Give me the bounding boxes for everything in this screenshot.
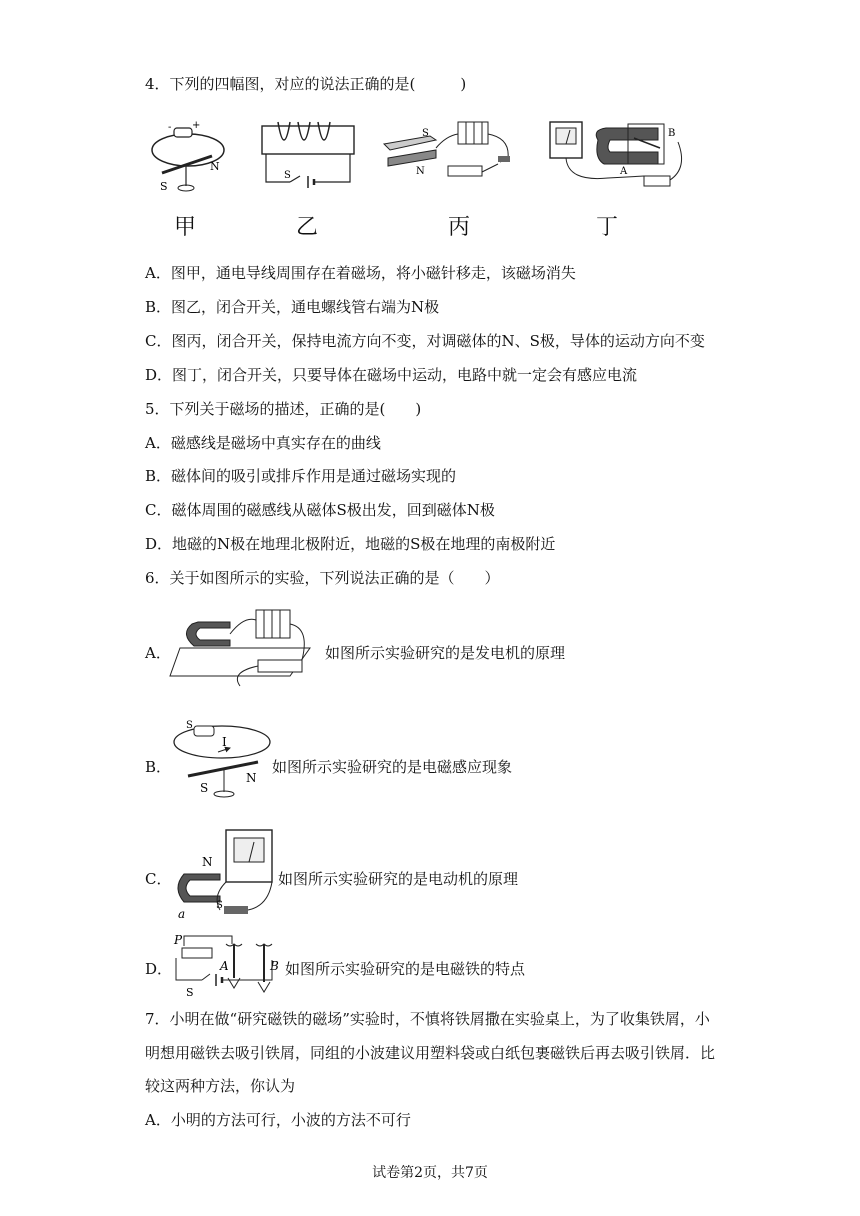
q6-option-d-letter: D．	[145, 960, 173, 978]
fig-label-jia: 甲	[174, 215, 197, 240]
q6-option-b-letter: B．	[145, 758, 172, 776]
q6-option-a-figure	[170, 606, 320, 688]
svg-text:S: S	[200, 781, 209, 795]
svg-text:-: -	[168, 122, 172, 133]
q7-stem-line-2: 明想用磁铁去吸引铁屑，同组的小波建议用塑料袋或白纸包裹磁铁后再去吸引铁屑．比	[145, 1044, 716, 1062]
q6-option-a-letter: A．	[145, 644, 171, 662]
svg-text:S: S	[186, 986, 194, 999]
q5-stem: 5．下列关于磁场的描述，正确的是( )	[145, 400, 422, 418]
q4-stem: 4．下列的四幅图，对应的说法正确的是( )	[145, 75, 467, 93]
figure-yi	[260, 118, 360, 198]
svg-text:A: A	[620, 166, 628, 177]
q5-option-b: B．磁体间的吸引或排斥作用是通过磁场实现的	[145, 467, 457, 485]
q6-option-c-letter: C．	[145, 870, 172, 888]
q6-option-a-text: 如图所示实验研究的是发电机的原理	[325, 644, 566, 662]
q4-figures	[148, 118, 708, 240]
svg-text:N: N	[210, 160, 220, 173]
svg-text:S: S	[186, 720, 193, 731]
svg-text:I: I	[222, 735, 227, 749]
svg-text:N: N	[202, 855, 213, 869]
svg-text:a: a	[178, 907, 186, 921]
q6-option-b-text: 如图所示实验研究的是电磁感应现象	[272, 758, 513, 776]
q4-option-a: A．图甲，通电导线周围存在着磁场，将小磁针移走，该磁场消失	[145, 264, 576, 282]
q5-option-a: A．磁感线是磁场中真实存在的曲线	[145, 434, 381, 452]
page-footer: 试卷第2页，共7页	[372, 1165, 488, 1181]
figure-jia	[148, 118, 228, 208]
q7-option-a: A．小明的方法可行，小波的方法不可行	[145, 1111, 411, 1129]
q7-stem-line-3: 较这两种方法，你认为	[145, 1077, 296, 1095]
fig-label-bing: 丙	[448, 215, 471, 240]
svg-text:S: S	[160, 180, 168, 193]
figure-ding	[548, 118, 698, 204]
svg-text:B: B	[668, 128, 676, 139]
q7-stem-line-1: 7．小明在做“研究磁铁的磁场”实验时，不慎将铁屑撒在实验桌上，为了收集铁屑，小	[145, 1010, 710, 1028]
q6-stem: 6．关于如图所示的实验，下列说法正确的是（ ）	[145, 569, 500, 587]
q5-option-c: C．磁体周围的磁感线从磁体S极出发，回到磁体N极	[145, 501, 495, 519]
q6-option-b-figure	[172, 718, 272, 802]
svg-text:P: P	[174, 933, 183, 947]
q6-option-d-text: 如图所示实验研究的是电磁铁的特点	[285, 960, 526, 978]
svg-text:N: N	[246, 771, 257, 785]
q6-option-d-figure	[172, 930, 282, 1000]
svg-text:S: S	[422, 128, 429, 139]
q4-option-b: B．图乙，闭合开关，通电螺线管右端为N极	[145, 298, 440, 316]
svg-text:+: +	[192, 120, 201, 131]
q4-option-d: D．图丁，闭合开关，只要导体在磁场中运动，电路中就一定会有感应电流	[145, 366, 638, 384]
q4-option-c: C．图丙，闭合开关，保持电流方向不变，对调磁体的N、S极，导体的运动方向不变	[145, 332, 705, 350]
figure-bing	[380, 118, 530, 198]
q6-option-c-text: 如图所示实验研究的是电动机的原理	[278, 870, 519, 888]
svg-text:A: A	[220, 959, 229, 973]
fig-label-yi: 乙	[296, 215, 319, 240]
fig-label-ding: 丁	[596, 215, 619, 240]
q5-option-d: D．地磁的N极在地理北极附近，地磁的S极在地理的南极附近	[145, 535, 556, 553]
svg-text:B: B	[270, 959, 279, 973]
svg-text:S: S	[284, 170, 291, 181]
svg-text:S: S	[216, 900, 223, 911]
q6-option-c-figure	[172, 826, 277, 920]
svg-text:N: N	[416, 166, 425, 177]
